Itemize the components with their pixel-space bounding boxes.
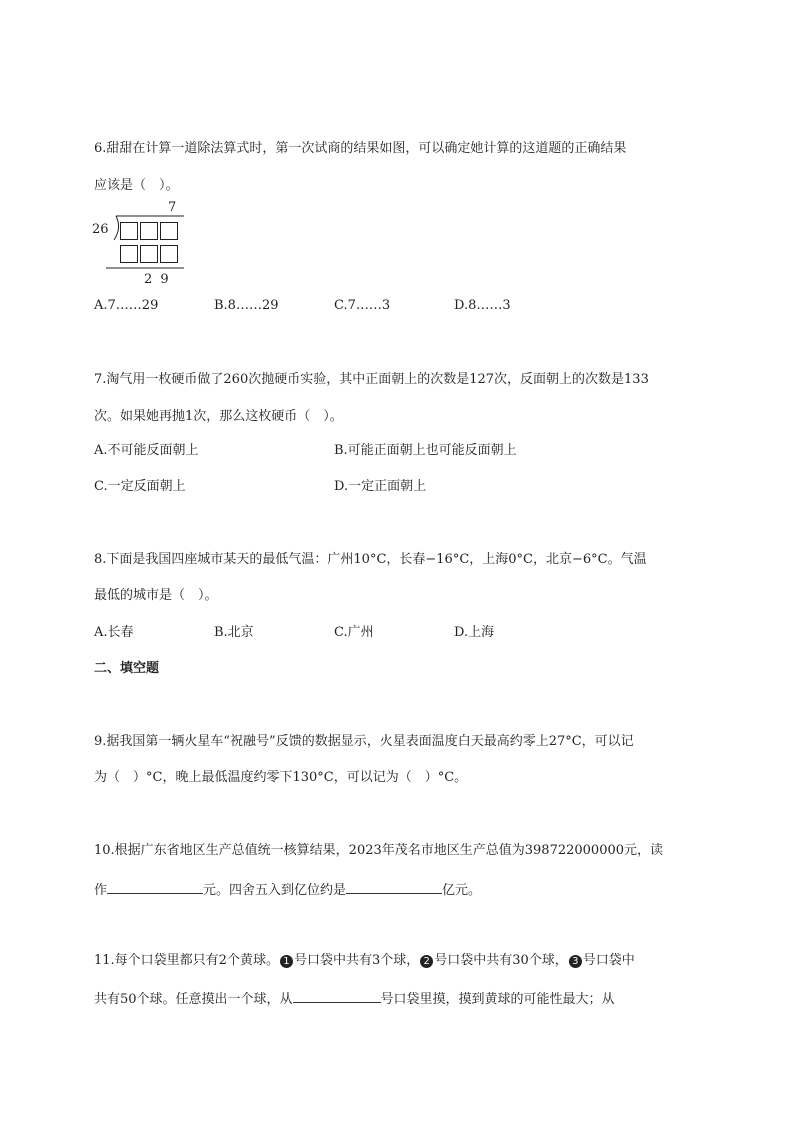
- q11-line1: [94, 952, 635, 970]
- q8-line2: 最低的城市是（ ）。: [94, 588, 218, 603]
- q7-option-d[interactable]: D.一定正面朝上: [334, 479, 427, 494]
- q6-line1: 6.甜甜在计算一道除法算式时，第一次试商的结果如图，可以确定她计算的这道题的正确结果: [94, 141, 627, 156]
- q6-option-c[interactable]: C.7……3: [334, 298, 391, 313]
- divisor: 26: [92, 222, 109, 237]
- q8-option-c[interactable]: C.广州: [334, 625, 374, 640]
- q6-option-b[interactable]: B.8……29: [214, 298, 279, 313]
- digit-box: [120, 222, 138, 240]
- q6-option-a[interactable]: A.7……29: [94, 298, 159, 313]
- circled-number-2: 2: [420, 955, 433, 968]
- q11-line2: [94, 988, 615, 1009]
- q10-blank-rounded[interactable]: [346, 879, 442, 894]
- q10-text-c: 亿元。: [442, 883, 482, 898]
- q7-line1: 7.淘气用一枚硬币做了260次抛硬币实验，其中正面朝上的次数是127次，反面朝上的次数是133: [94, 372, 649, 387]
- digit-box: [140, 222, 158, 240]
- q10-line2: [94, 879, 481, 900]
- q6-line2: 应该是（ ）。: [94, 178, 179, 193]
- q10-text-a: 作: [94, 883, 108, 898]
- q10-blank-reading[interactable]: [107, 879, 203, 894]
- digit-box: [140, 245, 158, 263]
- q8-option-d[interactable]: D.上海: [454, 625, 495, 640]
- q7-option-b[interactable]: B.可能正面朝上也可能反面朝上: [334, 443, 517, 458]
- division-figure: [92, 200, 192, 292]
- q11-blank-bag[interactable]: [293, 988, 381, 1003]
- q11-text-d: 号口袋中: [582, 953, 635, 968]
- digit-box: [160, 245, 178, 263]
- quotient-digit: 7: [168, 200, 177, 215]
- q9-line1: 9.据我国第一辆火星车“祝融号”反馈的数据显示，火星表面温度白天最高约零上27°C，可以记: [94, 734, 634, 749]
- q7-line2: 次。如果她再抛1次，那么这枚硬币（ ）。: [94, 409, 343, 424]
- q7-option-a[interactable]: A.不可能反面朝上: [94, 443, 199, 458]
- q11-text-b: 号口袋中共有3个球，: [293, 953, 420, 968]
- section-heading: 二、填空题: [94, 661, 160, 676]
- circled-number-3: 3: [569, 955, 582, 968]
- digit-box: [120, 245, 138, 263]
- q7-option-c[interactable]: C.一定反面朝上: [94, 479, 186, 494]
- q8-option-a[interactable]: A.长春: [94, 625, 134, 640]
- q11-text-e: 共有50个球。任意摸出一个球，从: [94, 992, 293, 1007]
- q11-text-f: 号口袋里摸，摸到黄球的可能性最大；从: [380, 992, 615, 1007]
- q11-text-a: 11.每个口袋里都只有2个黄球。: [94, 953, 279, 968]
- q9-line2: 为（ ）°C，晚上最低温度约零下130°C，可以记为（ ）°C。: [94, 770, 468, 785]
- q10-line1: 10.根据广东省地区生产总值统一核算结果，2023年茂名市地区生产总值为398722000000元，读: [94, 843, 664, 858]
- q8-option-b[interactable]: B.北京: [214, 625, 254, 640]
- circled-number-1: 1: [280, 955, 293, 968]
- q8-line1: 8.下面是我国四座城市某天的最低气温：广州10°C，长春−16°C，上海0°C，北京−6°C。气温: [94, 552, 647, 567]
- remainder: 2 9: [144, 272, 171, 287]
- q6-option-d[interactable]: D.8……3: [454, 298, 511, 313]
- q10-text-b: 元。四舍五入到亿位约是: [203, 883, 347, 898]
- digit-box: [160, 222, 178, 240]
- q11-text-c: 号口袋中共有30个球，: [434, 953, 568, 968]
